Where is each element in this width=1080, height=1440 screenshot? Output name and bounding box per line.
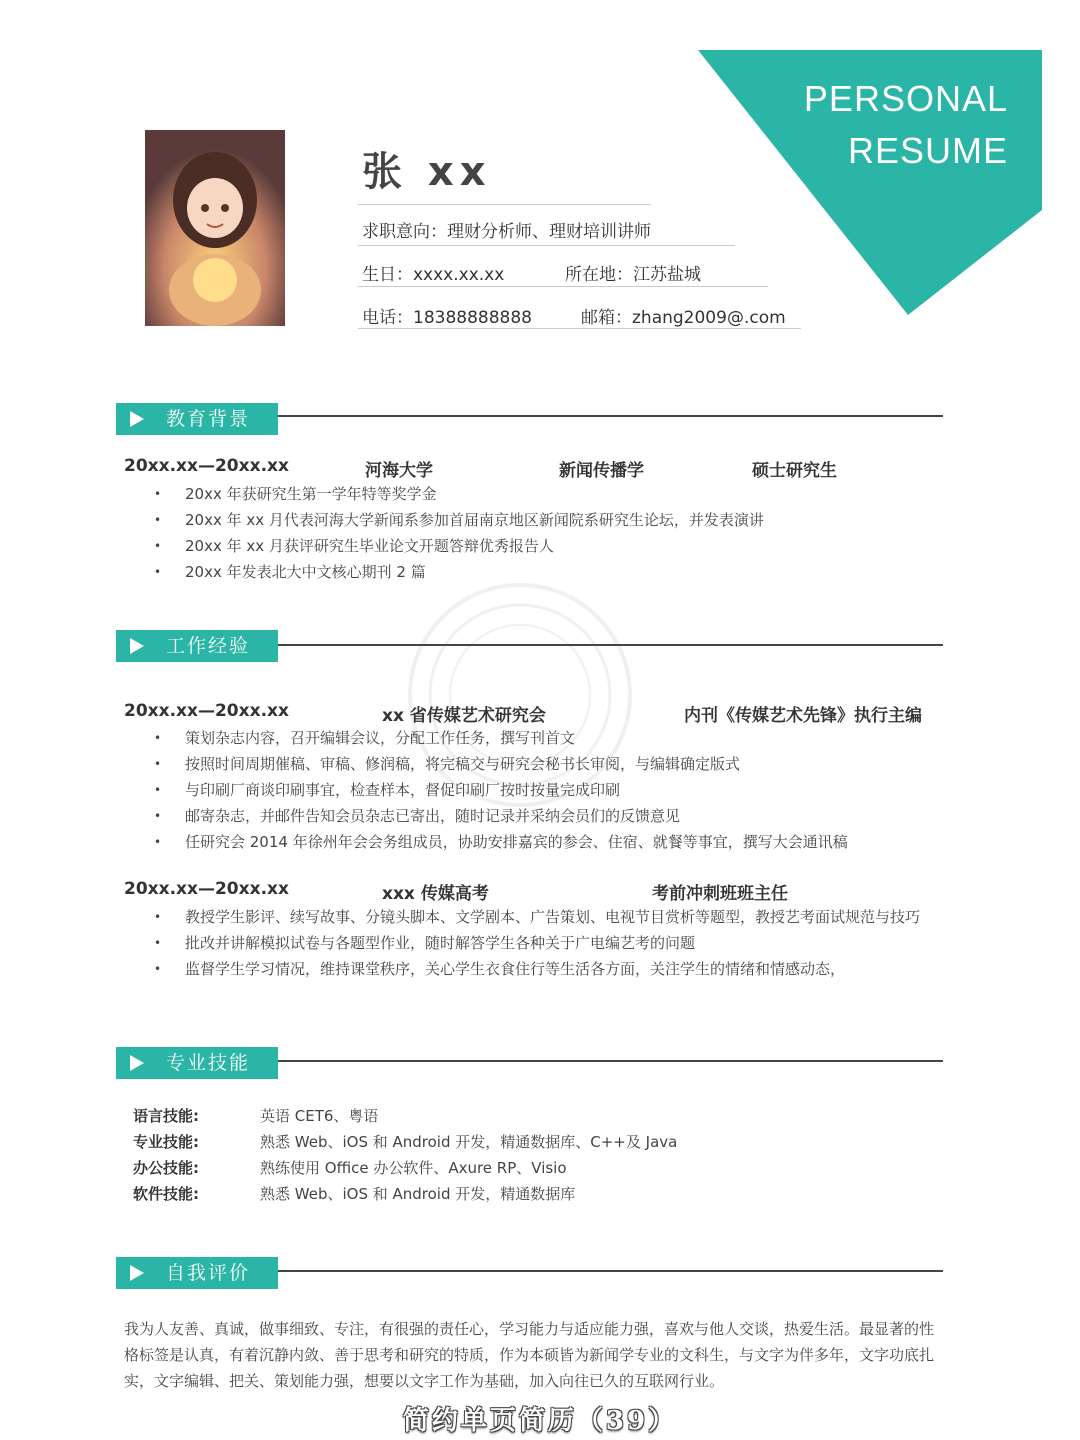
skill-row: [133, 1103, 378, 1129]
profile-photo: [145, 130, 285, 326]
section-title: 自我评价: [166, 1262, 251, 1284]
job-intent: 求职意向：理财分析师、理财培训讲师: [362, 222, 651, 242]
skill-value: 熟悉 Web、iOS 和 Android 开发，精通数据库: [260, 1185, 576, 1203]
divider: [358, 204, 651, 205]
skill-label: 语言技能:: [133, 1107, 199, 1125]
list-item: • 监督学生学习情况，维持课堂秩序，关心学生衣食住行等生活各方面，关注学生的情绪和情感动态，: [150, 956, 920, 982]
divider: [358, 286, 768, 287]
section-title: 工作经验: [166, 635, 251, 657]
section-header-education: [116, 403, 278, 435]
list-item: • 邮寄杂志，并邮件告知会员杂志已寄出，随时记录并采纳会员们的反馈意见: [150, 803, 848, 829]
edu-period: 20xx.xx—20xx.xx: [124, 456, 289, 476]
skill-label: 办公技能:: [133, 1159, 199, 1177]
self-evaluation-text: 我为人友善、真诚，做事细致、专注，有很强的责任心，学习能力与适应能力强，喜欢与他人交谈，热爱生活。最显著的性格标签是认真，有着沉静内敛、善于思考和研究的特质，作为本硕皆为新闻学专业的文科生，与文字为伴多年，文字功底扎实，文字编辑、把关、策划能力强，想要以文字工作为基础，加入向往已久的互联网行业。: [124, 1320, 935, 1390]
birthday: 生日：xxxx.xx.xx: [362, 265, 505, 285]
list-item: • 20xx 年获研究生第一学年特等奖学金: [150, 481, 764, 507]
divider: [358, 328, 801, 329]
job-role: 内刊《传媒艺术先锋》执行主编: [684, 706, 922, 726]
phone: 电话：18388888888: [362, 308, 532, 328]
job-org: xx 省传媒艺术研究会: [382, 706, 546, 726]
job-period: 20xx.xx—20xx.xx: [124, 879, 289, 899]
email: 邮箱：zhang2009@.com: [581, 308, 786, 328]
list-item: • 任研究会 2014 年徐州年会会务组成员，协助安排嘉宾的参会、住宿、就餐等事宜，撰写大会通讯稿: [150, 829, 848, 855]
section-title: 专业技能: [166, 1052, 251, 1074]
job-duties: [150, 904, 920, 982]
section-rule: [278, 415, 943, 417]
section-rule: [278, 1270, 943, 1272]
skill-value: 英语 CET6、粤语: [260, 1107, 379, 1125]
list-item: • 教授学生影评、续写故事、分镜头脚本、文学剧本、广告策划、电视节目赏析等题型，教授艺考面试规范与技巧: [150, 904, 920, 930]
job-period: 20xx.xx—20xx.xx: [124, 701, 289, 721]
banner-title-line1: PERSONAL: [803, 78, 1008, 119]
play-triangle-icon: [130, 411, 144, 427]
skill-value: 熟悉 Web、iOS 和 Android 开发，精通数据库、C++及 Java: [260, 1133, 678, 1151]
edu-major: 新闻传播学: [559, 461, 644, 481]
divider: [358, 245, 735, 246]
section-header-skills: [116, 1047, 278, 1079]
play-triangle-icon: [130, 638, 144, 654]
job-org: xxx 传媒高考: [382, 884, 489, 904]
list-item: • 20xx 年 xx 月获评研究生毕业论文开题答辩优秀报告人: [150, 533, 764, 559]
template-caption: 简约单页简历（39）: [402, 1406, 678, 1436]
list-item: • 策划杂志内容，召开编辑会议，分配工作任务，撰写刊首文: [150, 725, 848, 751]
job-role: 考前冲刺班班主任: [652, 884, 788, 904]
list-item: • 批改并讲解模拟试卷与各题型作业，随时解答学生各种关于广电编艺考的问题: [150, 930, 920, 956]
skill-row: [133, 1129, 677, 1155]
list-item: • 20xx 年发表北大中文核心期刊 2 篇: [150, 559, 764, 585]
skill-row: [133, 1155, 567, 1181]
skill-value: 熟练使用 Office 办公软件、Axure RP、Visio: [260, 1159, 567, 1177]
skill-row: [133, 1181, 575, 1207]
job-duties: [150, 725, 848, 855]
edu-degree: 硕士研究生: [752, 461, 837, 481]
play-triangle-icon: [130, 1265, 144, 1281]
candidate-name: 张 xx: [362, 149, 492, 195]
section-header-self-eval: [116, 1257, 278, 1289]
edu-achievements: [150, 481, 764, 585]
skill-label: 专业技能:: [133, 1133, 199, 1151]
location: 所在地：江苏盐城: [565, 265, 701, 285]
play-triangle-icon: [130, 1055, 144, 1071]
banner-title-line2: RESUME: [847, 130, 1008, 171]
section-rule: [278, 644, 943, 646]
list-item: • 按照时间周期催稿、审稿、修润稿，将完稿交与研究会秘书长审阅，与编辑确定版式: [150, 751, 848, 777]
section-title: 教育背景: [166, 408, 251, 430]
list-item: • 与印刷厂商谈印刷事宜，检查样本，督促印刷厂按时按量完成印刷: [150, 777, 848, 803]
edu-school: 河海大学: [365, 461, 433, 481]
list-item: • 20xx 年 xx 月代表河海大学新闻系参加首届南京地区新闻院系研究生论坛，并发表演讲: [150, 507, 764, 533]
section-header-work: [116, 630, 278, 662]
section-rule: [278, 1060, 943, 1062]
skill-label: 软件技能:: [133, 1185, 199, 1203]
